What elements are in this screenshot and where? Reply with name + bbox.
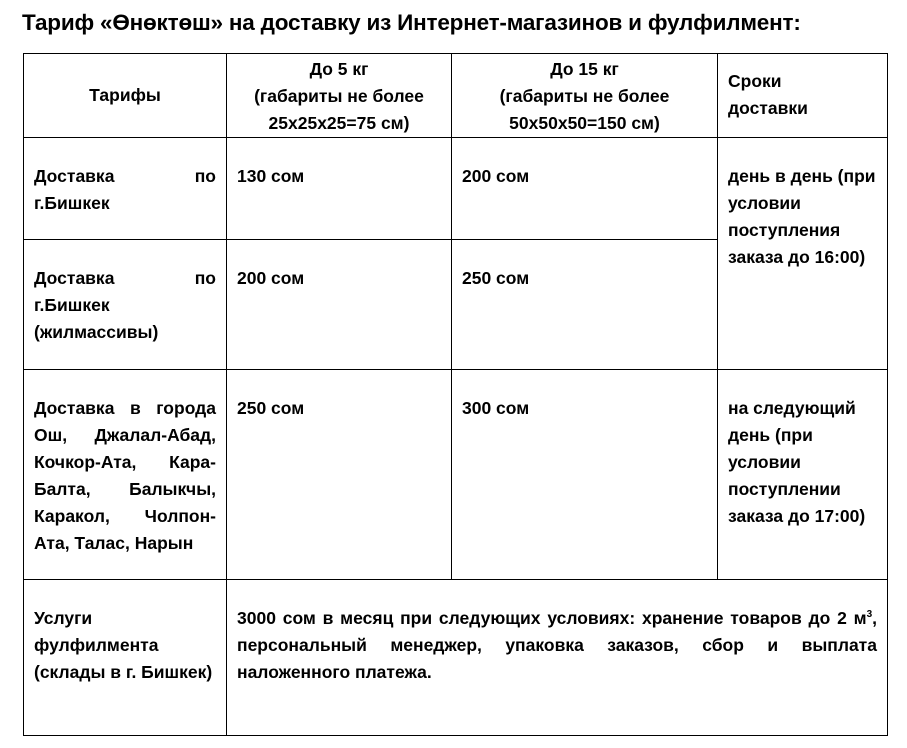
row-name: Доставка по г.Бишкек (жилмассивы) — [24, 240, 227, 370]
table-row — [24, 370, 888, 580]
price-5kg: 200 сом — [227, 240, 452, 370]
cubic-superscript: 3 — [866, 609, 873, 620]
tariff-table — [23, 53, 888, 736]
page-title: Тариф «Өнөктөш» на доставку из Интернет-магазинов и фулфилмент: — [22, 10, 801, 35]
price-15kg: 200 сом — [452, 138, 718, 240]
header-up-to-5kg — [227, 54, 452, 138]
row-name: Доставка в города Ош, Джалал-Абад, Кочкор-Ата, Кара-Балта, Балыкчы, Каракол, Чолпон-Ата, Талас, Нарын — [24, 370, 227, 580]
header-5kg-dims-line2: 25х25х25=75 см) — [268, 113, 410, 133]
header-terms-line1: Сроки — [728, 71, 782, 91]
header-15kg-dims-line1: (габариты не более — [499, 86, 670, 106]
table-row — [24, 138, 888, 240]
fulfillment-text-part1: 3000 сом в месяц при следующих условиях: хранение товаров до 2 м — [237, 608, 867, 628]
header-up-to-15kg — [452, 54, 718, 138]
header-terms-line2: доставки — [728, 98, 808, 118]
fulfillment-text-part2: , персональный менеджер, упаковка заказов, сбор и выплата наложенного платежа. — [237, 608, 877, 682]
header-15kg-title: До 15 кг — [550, 59, 619, 79]
row-name: Доставка по г.Бишкек — [24, 138, 227, 240]
header-tariffs-label: Тарифы — [89, 85, 161, 105]
header-5kg-title: До 5 кг — [309, 59, 369, 79]
delivery-terms-regions: на следующий день (при условии поступлении заказа до 17:00) — [718, 370, 888, 580]
price-15kg: 300 сом — [452, 370, 718, 580]
price-15kg: 250 сом — [452, 240, 718, 370]
fulfillment-row — [24, 580, 888, 736]
delivery-terms-bishkek: день в день (при условии поступления заказа до 16:00) — [718, 138, 888, 370]
header-15kg-dims-line2: 50х50х50=150 см) — [509, 113, 660, 133]
header-delivery-terms — [718, 54, 888, 138]
header-tariffs — [24, 54, 227, 138]
table-header-row — [24, 54, 888, 138]
price-5kg: 130 сом — [227, 138, 452, 240]
fulfillment-description — [227, 580, 888, 736]
fulfillment-name: Услуги фулфилмента (склады в г. Бишкек) — [24, 580, 227, 736]
price-5kg: 250 сом — [227, 370, 452, 580]
header-5kg-dims-line1: (габариты не более — [254, 86, 424, 106]
